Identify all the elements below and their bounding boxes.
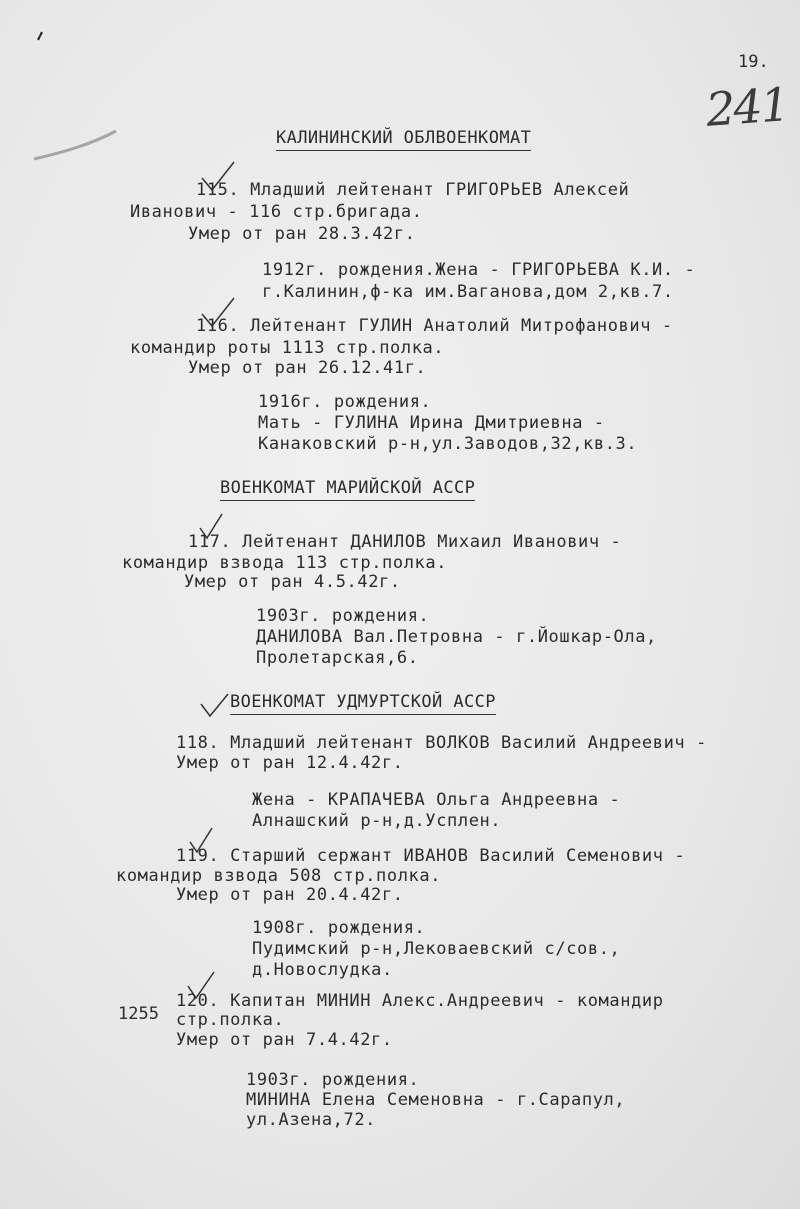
entry-line: Умер от ран 26.12.41г. — [188, 358, 427, 378]
entry-line: Умер от ран 28.3.42г. — [188, 224, 416, 244]
entry-detail: 1916г. рождения. — [258, 392, 432, 412]
entry-detail: 1912г. рождения.Жена - ГРИГОРЬЕВА К.И. - — [262, 260, 696, 280]
entry-detail: Пудимский р-н,Лековаевский с/сов., — [252, 939, 621, 959]
entry-line: командир роты 1113 стр.полка. — [130, 338, 445, 358]
entry-line: Умер от ран 12.4.42г. — [176, 753, 404, 773]
entry-detail: 1903г. рождения. — [246, 1070, 420, 1090]
entry-line: 117. Лейтенант ДАНИЛОВ Михаил Иванович - — [188, 532, 622, 552]
entry-detail: Жена - КРАПАЧЕВА Ольга Андреевна - — [252, 790, 621, 810]
entry-line: командир взвода 508 стр.полка. — [116, 866, 442, 886]
stray-mark — [36, 30, 46, 42]
entry-line: 115. Младший лейтенант ГРИГОРЬЕВ Алексей — [196, 180, 630, 200]
margin-number: 1255 — [118, 1004, 159, 1024]
entry-detail: Канаковский р-н,ул.Заводов,32,кв.3. — [258, 434, 638, 454]
entry-detail: ул.Азена,72. — [246, 1110, 377, 1130]
checkmark-icon — [198, 690, 232, 720]
entry-detail: 1908г. рождения. — [252, 918, 426, 938]
entry-detail: д.Новослудка. — [252, 960, 393, 980]
entry-line: 120. Капитан МИНИН Алекс.Андреевич - командир — [176, 991, 664, 1011]
entry-line: стр.полка. — [176, 1010, 285, 1030]
entry-detail: Мать - ГУЛИНА Ирина Дмитриевна - — [258, 413, 605, 433]
pencil-smudge — [30, 125, 120, 165]
entry-detail: МИНИНА Елена Семеновна - г.Сарапул, — [246, 1090, 626, 1110]
section-heading: ВОЕНКОМАТ УДМУРТСКОЙ АССР — [230, 692, 496, 715]
entry-line: 118. Младший лейтенант ВОЛКОВ Василий Андреевич - — [176, 733, 707, 753]
entry-detail: 1903г. рождения. — [256, 606, 430, 626]
entry-line: 119. Старший сержант ИВАНОВ Василий Семенович - — [176, 846, 686, 866]
entry-line: командир взвода 113 стр.полка. — [122, 553, 448, 573]
section-heading: ВОЕНКОМАТ МАРИЙСКОЙ АССР — [220, 478, 475, 501]
entry-detail: г.Калинин,ф-ка им.Ваганова,дом 2,кв.7. — [262, 282, 674, 302]
page-number: 19. — [738, 52, 769, 72]
section-heading: КАЛИНИНСКИЙ ОБЛВОЕНКОМАТ — [276, 128, 531, 151]
handwritten-archive-number: 241 — [704, 77, 790, 137]
entry-detail: Алнашский р-н,д.Усплен. — [252, 811, 502, 831]
entry-line: Иванович - 116 стр.бригада. — [130, 202, 423, 222]
entry-detail: ДАНИЛОВА Вал.Петровна - г.Йошкар-Ола, — [256, 627, 657, 647]
entry-line: Умер от ран 20.4.42г. — [176, 885, 404, 905]
entry-line: Умер от ран 7.4.42г. — [176, 1030, 393, 1050]
entry-line: 116. Лейтенант ГУЛИН Анатолий Митрофанович - — [196, 316, 673, 336]
entry-line: Умер от ран 4.5.42г. — [184, 572, 401, 592]
entry-detail: Пролетарская,6. — [256, 648, 419, 668]
